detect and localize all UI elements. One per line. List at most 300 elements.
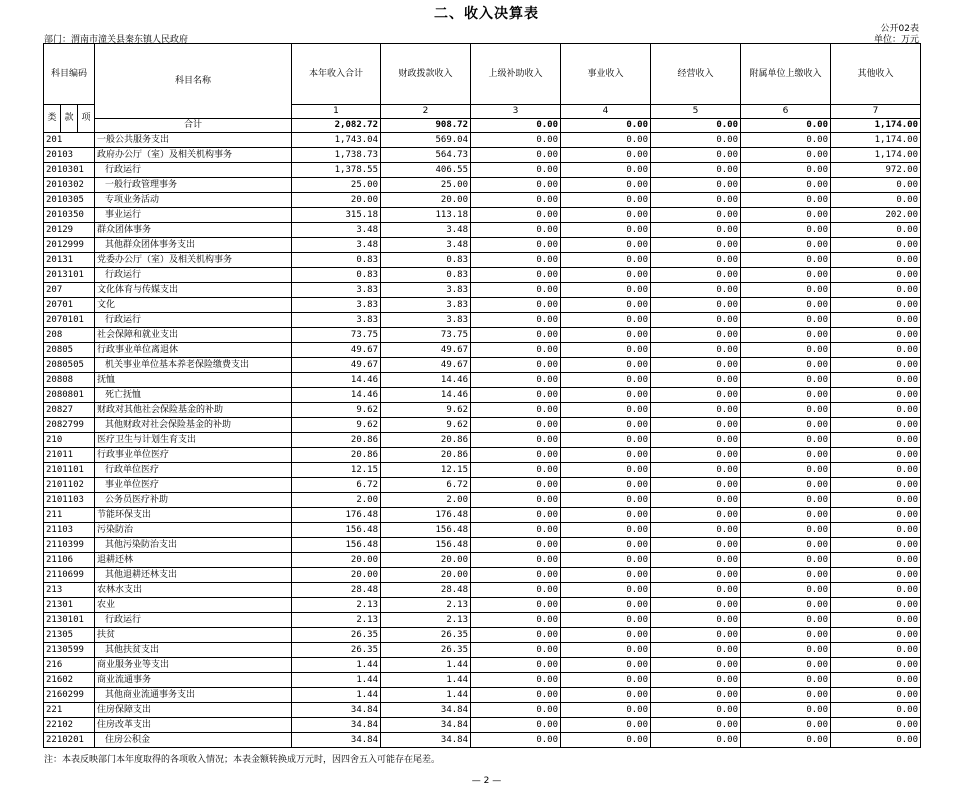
value-col-1: 2.00 bbox=[292, 493, 381, 508]
value-col-1: 1,738.73 bbox=[292, 148, 381, 163]
value-col-2: 6.72 bbox=[381, 478, 471, 493]
value-col-6: 0.00 bbox=[741, 538, 831, 553]
value-col-1: 14.46 bbox=[292, 373, 381, 388]
footnote: 注：本表反映部门本年度取得的各项收入情况；本表金额转换成万元时，因四舍五入可能存在尾差。 bbox=[44, 755, 441, 765]
value-col-4: 0.00 bbox=[561, 733, 651, 748]
value-col-1: 49.67 bbox=[292, 343, 381, 358]
value-col-2: 1.44 bbox=[381, 658, 471, 673]
subject-name: 政府办公厅（室）及相关机构事务 bbox=[95, 148, 292, 163]
subject-name: 一般公共服务支出 bbox=[95, 133, 292, 148]
value-col-7: 0.00 bbox=[831, 343, 921, 358]
subject-code: 20103 bbox=[44, 148, 95, 163]
value-col-5: 0.00 bbox=[651, 388, 741, 403]
value-col-4: 0.00 bbox=[561, 433, 651, 448]
header-xiang: 项 bbox=[78, 105, 95, 133]
table-body bbox=[44, 133, 921, 748]
table-row bbox=[44, 283, 921, 298]
subject-name: 扶贫 bbox=[95, 628, 292, 643]
subject-code: 2101101 bbox=[44, 463, 95, 478]
value-col-4: 0.00 bbox=[561, 238, 651, 253]
value-col-2: 2.00 bbox=[381, 493, 471, 508]
value-col-4: 0.00 bbox=[561, 613, 651, 628]
subject-name: 行政运行 bbox=[95, 313, 292, 328]
value-col-4: 0.00 bbox=[561, 388, 651, 403]
value-col-1: 1.44 bbox=[292, 673, 381, 688]
value-col-6: 0.00 bbox=[741, 433, 831, 448]
value-col-7: 0.00 bbox=[831, 193, 921, 208]
value-col-7: 1,174.00 bbox=[831, 133, 921, 148]
value-col-3: 0.00 bbox=[471, 373, 561, 388]
subject-code: 2110699 bbox=[44, 568, 95, 583]
value-col-4: 0.00 bbox=[561, 193, 651, 208]
subject-name: 其他扶贫支出 bbox=[95, 643, 292, 658]
value-col-1: 12.15 bbox=[292, 463, 381, 478]
value-col-2: 3.83 bbox=[381, 283, 471, 298]
value-col-1: 156.48 bbox=[292, 523, 381, 538]
value-col-4: 0.00 bbox=[561, 703, 651, 718]
value-col-7: 1,174.00 bbox=[831, 148, 921, 163]
subject-name: 行政单位医疗 bbox=[95, 463, 292, 478]
value-col-7: 0.00 bbox=[831, 448, 921, 463]
value-col-7: 0.00 bbox=[831, 598, 921, 613]
value-col-2: 14.46 bbox=[381, 388, 471, 403]
value-col-5: 0.00 bbox=[651, 223, 741, 238]
subject-code: 20129 bbox=[44, 223, 95, 238]
value-col-1: 176.48 bbox=[292, 508, 381, 523]
value-col-2: 9.62 bbox=[381, 418, 471, 433]
value-col-1: 3.83 bbox=[292, 298, 381, 313]
value-col-2: 28.48 bbox=[381, 583, 471, 598]
value-col-2: 3.83 bbox=[381, 298, 471, 313]
value-col-6: 0.00 bbox=[741, 253, 831, 268]
subject-name: 行政运行 bbox=[95, 268, 292, 283]
table-row bbox=[44, 148, 921, 163]
value-col-2: 569.04 bbox=[381, 133, 471, 148]
value-col-2: 0.83 bbox=[381, 253, 471, 268]
value-col-3: 0.00 bbox=[471, 643, 561, 658]
subject-name: 社会保障和就业支出 bbox=[95, 328, 292, 343]
value-col-5: 0.00 bbox=[651, 703, 741, 718]
subject-code: 2010302 bbox=[44, 178, 95, 193]
subject-code: 2012999 bbox=[44, 238, 95, 253]
value-col-5: 0.00 bbox=[651, 298, 741, 313]
value-col-7: 0.00 bbox=[831, 613, 921, 628]
value-col-7: 0.00 bbox=[831, 403, 921, 418]
table-row bbox=[44, 343, 921, 358]
value-col-5: 0.00 bbox=[651, 163, 741, 178]
subject-code: 22102 bbox=[44, 718, 95, 733]
value-col-3: 0.00 bbox=[471, 703, 561, 718]
value-col-2: 1.44 bbox=[381, 673, 471, 688]
value-col-5: 0.00 bbox=[651, 448, 741, 463]
value-col-6: 0.00 bbox=[741, 238, 831, 253]
subject-code: 21011 bbox=[44, 448, 95, 463]
value-col-7: 0.00 bbox=[831, 478, 921, 493]
subject-code: 207 bbox=[44, 283, 95, 298]
value-col-4: 0.00 bbox=[561, 688, 651, 703]
value-col-2: 26.35 bbox=[381, 643, 471, 658]
value-col-2: 12.15 bbox=[381, 463, 471, 478]
col-number-2: 2 bbox=[381, 105, 471, 119]
value-col-3: 0.00 bbox=[471, 538, 561, 553]
total-col-7: 1,174.00 bbox=[831, 119, 921, 133]
value-col-6: 0.00 bbox=[741, 448, 831, 463]
value-col-5: 0.00 bbox=[651, 253, 741, 268]
value-col-1: 2.13 bbox=[292, 598, 381, 613]
value-col-7: 0.00 bbox=[831, 538, 921, 553]
value-col-6: 0.00 bbox=[741, 208, 831, 223]
subject-name: 死亡抚恤 bbox=[95, 388, 292, 403]
subject-code: 221 bbox=[44, 703, 95, 718]
value-col-5: 0.00 bbox=[651, 343, 741, 358]
value-col-6: 0.00 bbox=[741, 328, 831, 343]
col-number-4: 4 bbox=[561, 105, 651, 119]
value-col-6: 0.00 bbox=[741, 718, 831, 733]
subject-code: 2070101 bbox=[44, 313, 95, 328]
value-col-4: 0.00 bbox=[561, 493, 651, 508]
subject-code: 20131 bbox=[44, 253, 95, 268]
subject-code: 2130101 bbox=[44, 613, 95, 628]
value-col-4: 0.00 bbox=[561, 583, 651, 598]
value-col-6: 0.00 bbox=[741, 358, 831, 373]
value-col-2: 20.00 bbox=[381, 568, 471, 583]
value-col-7: 0.00 bbox=[831, 223, 921, 238]
value-col-2: 20.86 bbox=[381, 433, 471, 448]
value-col-1: 3.83 bbox=[292, 283, 381, 298]
value-col-5: 0.00 bbox=[651, 133, 741, 148]
value-col-6: 0.00 bbox=[741, 643, 831, 658]
subject-name: 医疗卫生与计划生育支出 bbox=[95, 433, 292, 448]
subject-name: 群众团体事务 bbox=[95, 223, 292, 238]
value-col-7: 0.00 bbox=[831, 688, 921, 703]
subject-name: 住房公积金 bbox=[95, 733, 292, 748]
value-col-4: 0.00 bbox=[561, 538, 651, 553]
value-col-6: 0.00 bbox=[741, 568, 831, 583]
value-col-3: 0.00 bbox=[471, 598, 561, 613]
value-col-1: 26.35 bbox=[292, 643, 381, 658]
subject-code: 2010305 bbox=[44, 193, 95, 208]
table-row bbox=[44, 178, 921, 193]
value-col-4: 0.00 bbox=[561, 553, 651, 568]
subject-name: 农林水支出 bbox=[95, 583, 292, 598]
value-col-7: 0.00 bbox=[831, 358, 921, 373]
subject-name: 行政事业单位离退休 bbox=[95, 343, 292, 358]
value-col-1: 34.84 bbox=[292, 733, 381, 748]
subject-code: 21106 bbox=[44, 553, 95, 568]
value-col-7: 0.00 bbox=[831, 418, 921, 433]
value-col-3: 0.00 bbox=[471, 343, 561, 358]
total-col-4: 0.00 bbox=[561, 119, 651, 133]
value-col-3: 0.00 bbox=[471, 268, 561, 283]
value-col-5: 0.00 bbox=[651, 658, 741, 673]
header-col-7: 其他收入 bbox=[831, 44, 921, 105]
table-row bbox=[44, 298, 921, 313]
value-col-5: 0.00 bbox=[651, 643, 741, 658]
value-col-6: 0.00 bbox=[741, 733, 831, 748]
value-col-5: 0.00 bbox=[651, 208, 741, 223]
value-col-6: 0.00 bbox=[741, 553, 831, 568]
subject-code: 2101102 bbox=[44, 478, 95, 493]
subject-name: 其他退耕还林支出 bbox=[95, 568, 292, 583]
value-col-3: 0.00 bbox=[471, 418, 561, 433]
value-col-1: 0.83 bbox=[292, 253, 381, 268]
subject-code: 21103 bbox=[44, 523, 95, 538]
table-row bbox=[44, 313, 921, 328]
header-kuan: 款 bbox=[61, 105, 78, 133]
value-col-1: 3.48 bbox=[292, 238, 381, 253]
subject-code: 2080801 bbox=[44, 388, 95, 403]
value-col-4: 0.00 bbox=[561, 223, 651, 238]
value-col-7: 0.00 bbox=[831, 718, 921, 733]
value-col-3: 0.00 bbox=[471, 358, 561, 373]
value-col-3: 0.00 bbox=[471, 673, 561, 688]
value-col-1: 0.83 bbox=[292, 268, 381, 283]
value-col-7: 0.00 bbox=[831, 583, 921, 598]
value-col-5: 0.00 bbox=[651, 568, 741, 583]
subject-name: 文化 bbox=[95, 298, 292, 313]
value-col-3: 0.00 bbox=[471, 298, 561, 313]
value-col-5: 0.00 bbox=[651, 178, 741, 193]
table-row bbox=[44, 223, 921, 238]
value-col-6: 0.00 bbox=[741, 508, 831, 523]
subject-name: 其他商业流通事务支出 bbox=[95, 688, 292, 703]
subject-name: 事业单位医疗 bbox=[95, 478, 292, 493]
subject-name: 行政事业单位医疗 bbox=[95, 448, 292, 463]
table-row bbox=[44, 238, 921, 253]
value-col-3: 0.00 bbox=[471, 388, 561, 403]
value-col-3: 0.00 bbox=[471, 238, 561, 253]
subject-name: 文化体育与传媒支出 bbox=[95, 283, 292, 298]
value-col-1: 3.83 bbox=[292, 313, 381, 328]
value-col-2: 564.73 bbox=[381, 148, 471, 163]
value-col-2: 1.44 bbox=[381, 688, 471, 703]
value-col-5: 0.00 bbox=[651, 268, 741, 283]
subject-code: 20808 bbox=[44, 373, 95, 388]
value-col-3: 0.00 bbox=[471, 613, 561, 628]
value-col-1: 34.84 bbox=[292, 718, 381, 733]
value-col-4: 0.00 bbox=[561, 568, 651, 583]
subject-code: 20827 bbox=[44, 403, 95, 418]
subject-name: 农业 bbox=[95, 598, 292, 613]
value-col-5: 0.00 bbox=[651, 508, 741, 523]
value-col-6: 0.00 bbox=[741, 688, 831, 703]
value-col-5: 0.00 bbox=[651, 148, 741, 163]
value-col-1: 20.00 bbox=[292, 193, 381, 208]
table-row bbox=[44, 658, 921, 673]
value-col-5: 0.00 bbox=[651, 478, 741, 493]
value-col-4: 0.00 bbox=[561, 313, 651, 328]
value-col-6: 0.00 bbox=[741, 463, 831, 478]
value-col-3: 0.00 bbox=[471, 403, 561, 418]
value-col-5: 0.00 bbox=[651, 238, 741, 253]
table-row bbox=[44, 373, 921, 388]
value-col-1: 20.86 bbox=[292, 448, 381, 463]
value-col-2: 9.62 bbox=[381, 403, 471, 418]
value-col-4: 0.00 bbox=[561, 148, 651, 163]
value-col-5: 0.00 bbox=[651, 538, 741, 553]
subject-code: 2010301 bbox=[44, 163, 95, 178]
subject-code: 201 bbox=[44, 133, 95, 148]
value-col-1: 49.67 bbox=[292, 358, 381, 373]
value-col-2: 26.35 bbox=[381, 628, 471, 643]
value-col-1: 73.75 bbox=[292, 328, 381, 343]
value-col-1: 9.62 bbox=[292, 403, 381, 418]
value-col-7: 0.00 bbox=[831, 268, 921, 283]
subject-name: 商业服务业等支出 bbox=[95, 658, 292, 673]
subject-name: 其他群众团体事务支出 bbox=[95, 238, 292, 253]
total-label: 合计 bbox=[95, 119, 292, 133]
value-col-4: 0.00 bbox=[561, 673, 651, 688]
table-row bbox=[44, 403, 921, 418]
value-col-1: 25.00 bbox=[292, 178, 381, 193]
table-row bbox=[44, 463, 921, 478]
value-col-6: 0.00 bbox=[741, 703, 831, 718]
table-row bbox=[44, 568, 921, 583]
table-row bbox=[44, 268, 921, 283]
value-col-1: 14.46 bbox=[292, 388, 381, 403]
value-col-2: 3.83 bbox=[381, 313, 471, 328]
value-col-3: 0.00 bbox=[471, 433, 561, 448]
table-row bbox=[44, 613, 921, 628]
table-row bbox=[44, 583, 921, 598]
value-col-6: 0.00 bbox=[741, 598, 831, 613]
header-code: 科目编码 bbox=[44, 44, 95, 105]
value-col-4: 0.00 bbox=[561, 508, 651, 523]
value-col-2: 2.13 bbox=[381, 613, 471, 628]
value-col-7: 0.00 bbox=[831, 553, 921, 568]
value-col-6: 0.00 bbox=[741, 673, 831, 688]
department-label: 部门：渭南市潼关县秦东镇人民政府 bbox=[44, 35, 189, 45]
table-row bbox=[44, 478, 921, 493]
subject-name: 商业流通事务 bbox=[95, 673, 292, 688]
value-col-4: 0.00 bbox=[561, 658, 651, 673]
table-row bbox=[44, 448, 921, 463]
subject-code: 2101103 bbox=[44, 493, 95, 508]
subject-code: 2160299 bbox=[44, 688, 95, 703]
value-col-7: 0.00 bbox=[831, 298, 921, 313]
value-col-5: 0.00 bbox=[651, 193, 741, 208]
value-col-5: 0.00 bbox=[651, 493, 741, 508]
subject-name: 财政对其他社会保险基金的补助 bbox=[95, 403, 292, 418]
value-col-6: 0.00 bbox=[741, 298, 831, 313]
table-row bbox=[44, 328, 921, 343]
total-col-1: 2,082.72 bbox=[292, 119, 381, 133]
value-col-5: 0.00 bbox=[651, 598, 741, 613]
value-col-4: 0.00 bbox=[561, 253, 651, 268]
value-col-1: 3.48 bbox=[292, 223, 381, 238]
subject-name: 污染防治 bbox=[95, 523, 292, 538]
subject-name: 一般行政管理事务 bbox=[95, 178, 292, 193]
value-col-3: 0.00 bbox=[471, 163, 561, 178]
value-col-3: 0.00 bbox=[471, 253, 561, 268]
value-col-5: 0.00 bbox=[651, 283, 741, 298]
value-col-6: 0.00 bbox=[741, 403, 831, 418]
subject-name: 行政运行 bbox=[95, 163, 292, 178]
value-col-3: 0.00 bbox=[471, 313, 561, 328]
value-col-7: 0.00 bbox=[831, 463, 921, 478]
value-col-5: 0.00 bbox=[651, 418, 741, 433]
value-col-1: 1,743.04 bbox=[292, 133, 381, 148]
table-row bbox=[44, 358, 921, 373]
value-col-7: 0.00 bbox=[831, 643, 921, 658]
value-col-5: 0.00 bbox=[651, 718, 741, 733]
value-col-6: 0.00 bbox=[741, 193, 831, 208]
value-col-6: 0.00 bbox=[741, 268, 831, 283]
value-col-5: 0.00 bbox=[651, 613, 741, 628]
table-row bbox=[44, 208, 921, 223]
value-col-4: 0.00 bbox=[561, 133, 651, 148]
value-col-4: 0.00 bbox=[561, 268, 651, 283]
value-col-1: 20.86 bbox=[292, 433, 381, 448]
unit-label: 单位：万元 bbox=[873, 35, 919, 45]
value-col-4: 0.00 bbox=[561, 283, 651, 298]
value-col-3: 0.00 bbox=[471, 148, 561, 163]
value-col-4: 0.00 bbox=[561, 628, 651, 643]
value-col-2: 20.86 bbox=[381, 448, 471, 463]
subject-code: 2110399 bbox=[44, 538, 95, 553]
value-col-1: 1,378.55 bbox=[292, 163, 381, 178]
value-col-2: 3.48 bbox=[381, 238, 471, 253]
subject-code: 210 bbox=[44, 433, 95, 448]
value-col-7: 0.00 bbox=[831, 373, 921, 388]
table-row bbox=[44, 133, 921, 148]
table-row bbox=[44, 493, 921, 508]
value-col-6: 0.00 bbox=[741, 148, 831, 163]
value-col-4: 0.00 bbox=[561, 403, 651, 418]
value-col-5: 0.00 bbox=[651, 673, 741, 688]
value-col-1: 1.44 bbox=[292, 688, 381, 703]
subject-code: 2082799 bbox=[44, 418, 95, 433]
value-col-2: 3.48 bbox=[381, 223, 471, 238]
value-col-3: 0.00 bbox=[471, 718, 561, 733]
value-col-3: 0.00 bbox=[471, 583, 561, 598]
table-row bbox=[44, 163, 921, 178]
value-col-4: 0.00 bbox=[561, 643, 651, 658]
value-col-7: 0.00 bbox=[831, 178, 921, 193]
value-col-6: 0.00 bbox=[741, 163, 831, 178]
value-col-6: 0.00 bbox=[741, 313, 831, 328]
value-col-3: 0.00 bbox=[471, 553, 561, 568]
value-col-3: 0.00 bbox=[471, 448, 561, 463]
value-col-7: 0.00 bbox=[831, 283, 921, 298]
table-row bbox=[44, 553, 921, 568]
table-row bbox=[44, 673, 921, 688]
value-col-4: 0.00 bbox=[561, 418, 651, 433]
value-col-2: 73.75 bbox=[381, 328, 471, 343]
value-col-5: 0.00 bbox=[651, 463, 741, 478]
total-col-2: 908.72 bbox=[381, 119, 471, 133]
col-number-3: 3 bbox=[471, 105, 561, 119]
value-col-2: 20.00 bbox=[381, 193, 471, 208]
value-col-2: 34.84 bbox=[381, 733, 471, 748]
value-col-3: 0.00 bbox=[471, 478, 561, 493]
value-col-7: 202.00 bbox=[831, 208, 921, 223]
value-col-5: 0.00 bbox=[651, 358, 741, 373]
header-name: 科目名称 bbox=[95, 44, 292, 119]
value-col-7: 0.00 bbox=[831, 508, 921, 523]
subject-name: 机关事业单位基本养老保险缴费支出 bbox=[95, 358, 292, 373]
subject-name: 其他污染防治支出 bbox=[95, 538, 292, 553]
value-col-3: 0.00 bbox=[471, 283, 561, 298]
subject-code: 2010350 bbox=[44, 208, 95, 223]
header-col-5: 经营收入 bbox=[651, 44, 741, 105]
value-col-7: 0.00 bbox=[831, 313, 921, 328]
table-row bbox=[44, 523, 921, 538]
value-col-3: 0.00 bbox=[471, 493, 561, 508]
subject-name: 公务员医疗补助 bbox=[95, 493, 292, 508]
value-col-5: 0.00 bbox=[651, 628, 741, 643]
col-number-7: 7 bbox=[831, 105, 921, 119]
